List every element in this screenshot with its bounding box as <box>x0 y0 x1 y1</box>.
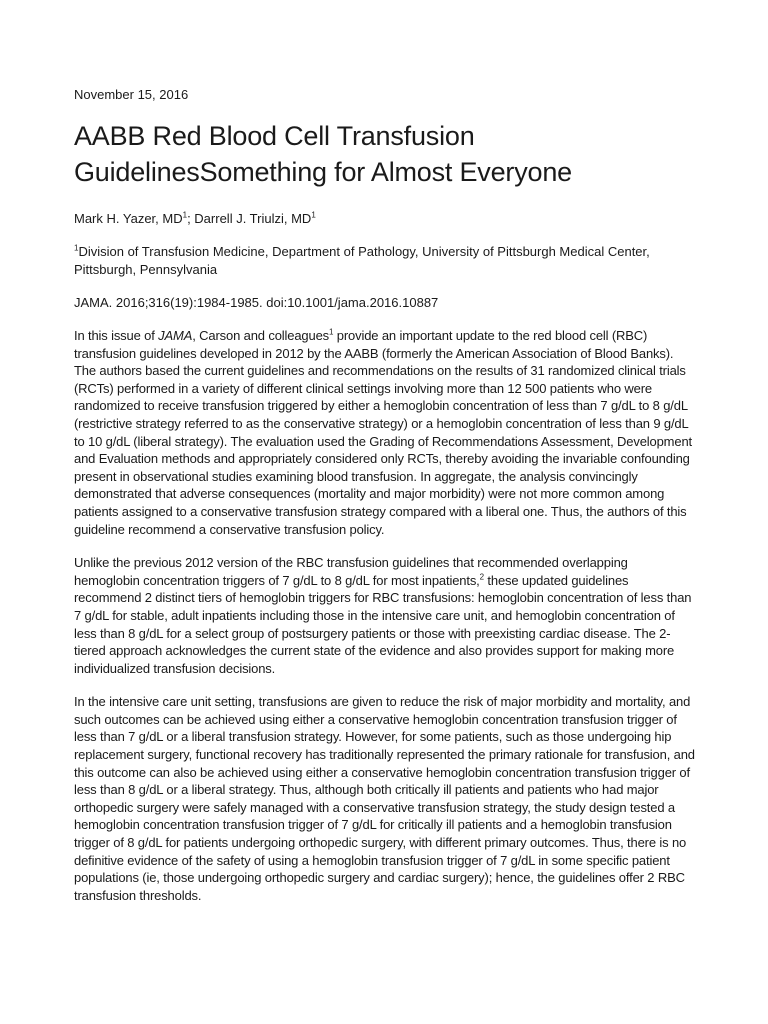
paragraph-text: these updated guidelines recommend 2 distinct tiers of hemoglobin triggers for RBC transfusions: hemoglobin concentration of less than 7 g/dL for stable, adult inpatients including those in the intensive care unit, and hemoglobin concentration of less than 8 g/dL for a select group of postsurgery patients or those with preexisting cardiac disease. The 2-tiered approach acknowledges the current state of the evidence and also provides support for making more individualized transfusion decisions. <box>74 572 692 676</box>
paragraph-text: provide an important update to the red blood cell (RBC) transfusion guidelines developed in 2012 by the AABB (formerly the American Association of Blood Banks). The authors based the current guidelines and recommendations on the results of 31 randomized clinical trials (RCTs) performed in a variety of different clinical settings involving more than 12 500 patients who were randomized to receive transfusion triggered by either a hemoglobin concentration of less than 7 g/dL to 8 g/dL (restrictive strategy referred to as the conservative strategy) or a hemoglobin concentration of less than 9 g/dL to 10 g/dL (liberal strategy). The evaluation used the Grading of Recommendations Assessment, Development and Evaluation methods and appropriately considered only RCTs, thereby avoiding the invariable confounding present in observational studies examining blood transfusion. In aggregate, the analysis convincingly demonstrated that adverse consequences (mortality and major morbidity) were not more common among patients assigned to a conservative transfusion strategy compared with a liberal one. Thus, the authors of this guideline recommend a conservative transfusion policy. <box>74 328 692 537</box>
journal-name: JAMA <box>158 328 193 343</box>
article-page <box>74 86 696 920</box>
body-paragraph <box>74 327 696 538</box>
affiliation-marker: 1 <box>74 243 79 253</box>
paragraph-text: In this issue of <box>74 328 159 343</box>
author-name: Mark H. Yazer, MD <box>74 211 183 226</box>
affiliation-text: Division of Transfusion Medicine, Department of Pathology, University of Pittsburgh Medical Center, Pittsburgh, Pennsylvania <box>74 244 650 277</box>
paragraph-text: Unlike the previous 2012 version of the RBC transfusion guidelines that recommended overlapping hemoglobin concentration triggers of 7 g/dL to 8 g/dL for most inpatients, <box>74 555 628 588</box>
author-affiliation <box>74 243 696 279</box>
affiliation-marker: 1 <box>311 210 316 220</box>
reference-marker: 2 <box>479 572 484 582</box>
article-citation: JAMA. 2016;316(19):1984-1985. doi:10.1001/jama.2016.10887 <box>74 295 439 310</box>
affiliation-marker: 1 <box>182 210 188 220</box>
author-list <box>74 210 696 228</box>
author-separator: ; <box>187 211 195 226</box>
author-name: Darrell J. Triulzi, MD <box>194 211 312 226</box>
reference-marker: 1 <box>329 327 334 337</box>
paragraph-text: , Carson and colleagues <box>192 328 330 343</box>
article-title: AABB Red Blood Cell Transfusion GuidelinesSomething for Almost Everyone <box>74 121 572 187</box>
publication-date: November 15, 2016 <box>74 87 189 102</box>
body-paragraph: In the intensive care unit setting, transfusions are given to reduce the risk of major morbidity and mortality, and such outcomes can be achieved using either a conservative hemoglobin concentration transfusion trigger of less than 7 g/dL or a liberal transfusion strategy. However, for some patients, such as those undergoing hip replacement surgery, functional recovery has traditionally represented the primary rationale for transfusion, and this outcome can also be achieved using either a conservative hemoglobin concentration transfusion trigger of less than 8 g/dL or a liberal strategy. Thus, although both critically ill patients and patients who had major orthopedic surgery were safely managed with a conservative transfusion strategy, the study design tested a hemoglobin concentration transfusion trigger of 7 g/dL for critically ill patients and a hemoglobin transfusion trigger of 8 g/dL for patients undergoing orthopedic surgery, with different primary outcomes. Thus, there is no definitive evidence of the safety of using a hemoglobin transfusion trigger of 7 g/dL in some specific patient populations (ie, those undergoing orthopedic surgery and cardiac surgery); hence, the guidelines offer 2 RBC transfusion thresholds. <box>74 694 695 903</box>
body-paragraph <box>74 554 696 677</box>
